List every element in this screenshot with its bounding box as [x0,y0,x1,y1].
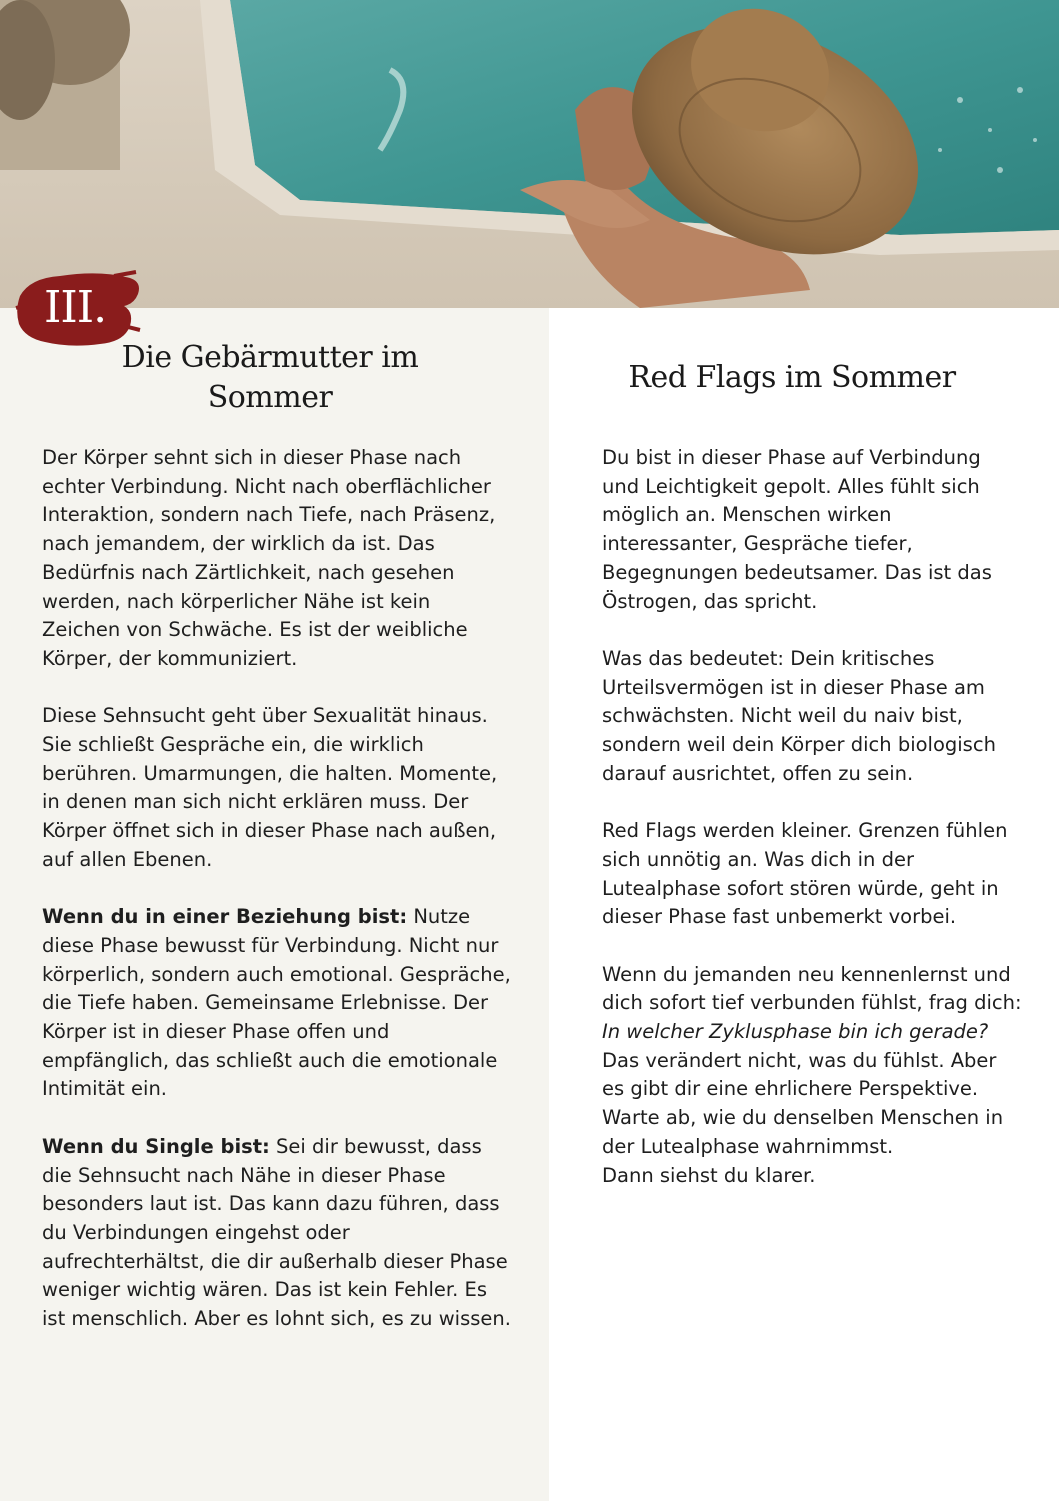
relationship-paragraph [42,903,512,1104]
single-text: Sei dir bewusst, dass die Sehnsucht nach Nähe in dieser Phase besonders laut ist. Das kann dazu führen, dass du Verbindungen eingehst oder aufrechterhältst, die dir außerhalb dieser Phase weniger wichtig wären. Das ist kein Fehler. Es ist menschlich. Aber es lohnt sich, es zu wissen. [42,1134,511,1331]
last-text-after: Das verändert nicht, was du fühlst. Aber es gibt dir eine ehrlichere Perspektive. Warte ab, wie du denselben Menschen in der Lutealphase wahrnimmst. [602,1048,1004,1158]
single-lead: Wenn du Single bist: [42,1134,270,1158]
right-text-column [602,444,1022,1219]
last-text-before: Wenn du jemanden neu kennenlernst und dich sofort tief verbunden fühlst, frag dich: [602,962,1022,1015]
right-heading: Red Flags im Sommer [628,360,956,395]
last-text-question: In welcher Zyklusphase bin ich gerade? [602,1020,989,1044]
single-paragraph [42,1133,512,1334]
left-text-column [42,444,512,1362]
relationship-text: Nutze diese Phase bewusst für Verbindung. Nicht nur körperlich, sondern auch emotional. Gespräche, die Tiefe haben. Gemeinsame Erlebnisse. Der Körper ist in dieser Phase offen und empfänglich, das schließt auch die emotionale Intimität ein. [42,905,511,1101]
right-paragraph: Du bist in dieser Phase auf Verbindung und Leichtigkeit gepolt. Alles fühlt sich möglich an. Menschen wirken interessanter, Gespräche tiefer, Begegnungen bedeutsamer. Das ist das Östrogen, das spricht. [602,446,992,613]
right-paragraph: Was das bedeutet: Dein kritisches Urteilsvermögen ist in dieser Phase am schwächsten. Nicht weil du naiv bist, sondern weil dein Körper dich biologisch darauf ausrichtet, offen zu sein. [602,646,996,785]
section-number: III. [44,282,107,333]
pool-hat-illustration [0,0,1059,308]
left-paragraph: Diese Sehnsucht geht über Sexualität hinaus. Sie schließt Gespräche ein, die wirklich berühren. Umarmungen, die halten. Momente, in denen man sich nicht erklären muss. Der Körper öffnet sich in dieser Phase nach außen, auf allen Ebenen. [42,704,498,871]
left-paragraph: Der Körper sehnt sich in dieser Phase nach echter Verbindung. Nicht nach oberflächlicher Interaktion, sondern nach Tiefe, nach Präsenz, nach jemandem, der wirklich da ist. Das Bedürfnis nach Zärtlichkeit, nach gesehen werden, nach körperlicher Nähe ist kein Zeichen von Schwäche. Es ist der weibliche Körper, der kommuniziert. [42,446,496,670]
hero-photo [0,0,1059,308]
right-paragraph: Red Flags werden kleiner. Grenzen fühlen sich unnötig an. Was dich in der Lutealphase sofort stören würde, geht in dieser Phase fast unbemerkt vorbei. [602,819,1008,929]
right-last-paragraph [602,961,1022,1191]
left-heading: Die Gebärmutter im Sommer [121,340,419,415]
closing-line: Dann siehst du klarer. [602,1163,816,1187]
relationship-lead: Wenn du in einer Beziehung bist: [42,905,408,929]
